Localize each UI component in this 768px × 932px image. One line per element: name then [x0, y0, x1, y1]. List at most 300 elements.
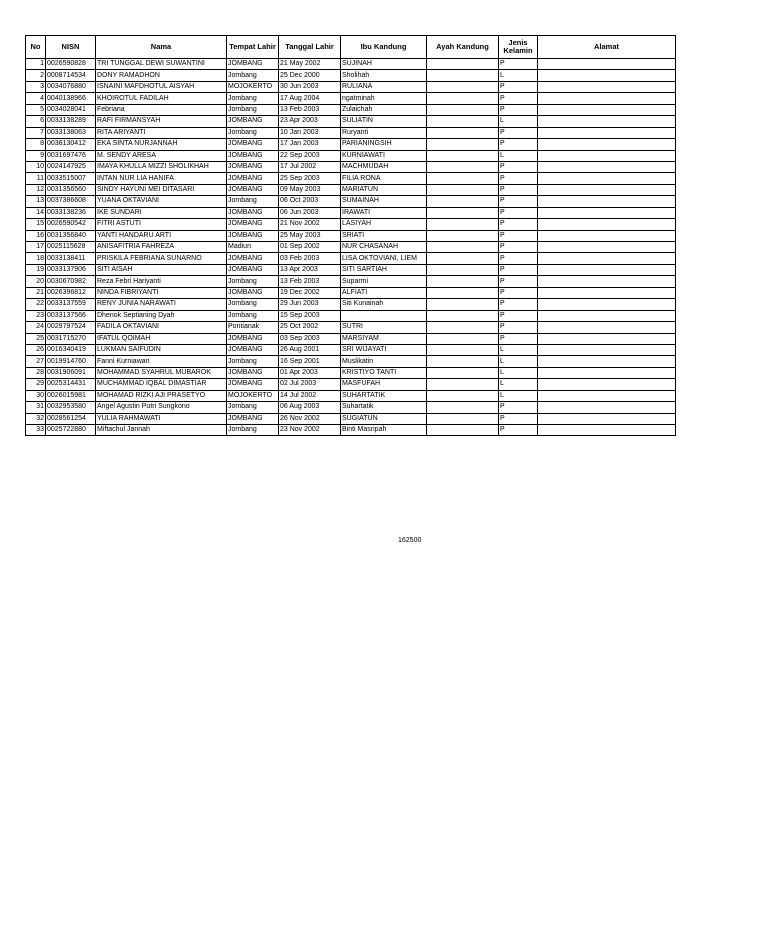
cell-tanggal-lahir[interactable]: 13 Apr 2003 — [279, 264, 341, 275]
cell-ayah-kandung[interactable] — [427, 253, 499, 264]
cell-nisn[interactable]: 0034076880 — [46, 81, 96, 92]
cell-alamat[interactable] — [538, 150, 676, 161]
header-no[interactable]: No — [26, 36, 46, 59]
header-nisn[interactable]: NISN — [46, 36, 96, 59]
cell-jenis-kelamin[interactable]: P — [499, 81, 538, 92]
cell-nama[interactable]: NINDA FIBRIYANTI — [96, 287, 227, 298]
cell-no[interactable]: 2 — [26, 70, 46, 81]
cell-alamat[interactable] — [538, 333, 676, 344]
cell-nisn[interactable]: 0034028041 — [46, 104, 96, 115]
cell-no[interactable]: 26 — [26, 344, 46, 355]
cell-ayah-kandung[interactable] — [427, 356, 499, 367]
cell-jenis-kelamin[interactable]: P — [499, 402, 538, 413]
cell-ayah-kandung[interactable] — [427, 413, 499, 424]
cell-ibu-kandung[interactable]: Suhartatik — [341, 402, 427, 413]
cell-ayah-kandung[interactable] — [427, 264, 499, 275]
cell-alamat[interactable] — [538, 402, 676, 413]
cell-nisn[interactable]: 0028561254 — [46, 413, 96, 424]
header-alamat[interactable]: Alamat — [538, 36, 676, 59]
cell-no[interactable]: 7 — [26, 127, 46, 138]
cell-tempat-lahir[interactable]: Jombang — [227, 425, 279, 436]
cell-ibu-kandung[interactable]: FILIA RONA — [341, 173, 427, 184]
cell-nama[interactable]: Reza Febri Hariyanti — [96, 276, 227, 287]
cell-tanggal-lahir[interactable]: 13 Feb 2003 — [279, 104, 341, 115]
cell-alamat[interactable] — [538, 322, 676, 333]
cell-no[interactable]: 16 — [26, 230, 46, 241]
cell-nama[interactable]: Febriana — [96, 104, 227, 115]
cell-no[interactable]: 23 — [26, 310, 46, 321]
cell-ibu-kandung[interactable]: Binti Masripah — [341, 425, 427, 436]
cell-nama[interactable]: ANISAFITRIA FAHREZA — [96, 242, 227, 253]
cell-tempat-lahir[interactable]: Jombang — [227, 196, 279, 207]
cell-nama[interactable]: YULIA RAHMAWATI — [96, 413, 227, 424]
cell-tanggal-lahir[interactable]: 06 Jun 2003 — [279, 207, 341, 218]
cell-nisn[interactable]: 0033515007 — [46, 173, 96, 184]
cell-tanggal-lahir[interactable]: 22 Sep 2003 — [279, 150, 341, 161]
cell-ayah-kandung[interactable] — [427, 333, 499, 344]
cell-ayah-kandung[interactable] — [427, 207, 499, 218]
cell-ibu-kandung[interactable]: RULIANA — [341, 81, 427, 92]
cell-jenis-kelamin[interactable]: L — [499, 356, 538, 367]
cell-no[interactable]: 4 — [26, 93, 46, 104]
cell-nama[interactable]: FADILA OKTAVIANI — [96, 322, 227, 333]
cell-nisn[interactable]: 0031356840 — [46, 230, 96, 241]
cell-ibu-kandung[interactable]: MACHMUDAH — [341, 161, 427, 172]
cell-ibu-kandung[interactable]: ALFIATI — [341, 287, 427, 298]
cell-jenis-kelamin[interactable]: P — [499, 310, 538, 321]
cell-alamat[interactable] — [538, 219, 676, 230]
cell-ayah-kandung[interactable] — [427, 402, 499, 413]
cell-ibu-kandung[interactable]: Ruryanti — [341, 127, 427, 138]
cell-nisn[interactable]: 0037386608 — [46, 196, 96, 207]
cell-ayah-kandung[interactable] — [427, 139, 499, 150]
cell-alamat[interactable] — [538, 230, 676, 241]
cell-nama[interactable]: MUCHAMMAD IQBAL DIMASTIAR — [96, 379, 227, 390]
cell-nama[interactable]: MOHAMAD RIZKI AJI PRASETYO — [96, 390, 227, 401]
header-nama[interactable]: Nama — [96, 36, 227, 59]
cell-tanggal-lahir[interactable]: 06 Aug 2003 — [279, 402, 341, 413]
cell-ayah-kandung[interactable] — [427, 344, 499, 355]
cell-jenis-kelamin[interactable]: P — [499, 184, 538, 195]
cell-no[interactable]: 27 — [26, 356, 46, 367]
cell-nisn[interactable]: 0031715270 — [46, 333, 96, 344]
cell-no[interactable]: 31 — [26, 402, 46, 413]
cell-no[interactable]: 5 — [26, 104, 46, 115]
cell-tempat-lahir[interactable]: Jombang — [227, 310, 279, 321]
cell-nisn[interactable]: 0033137906 — [46, 264, 96, 275]
cell-tanggal-lahir[interactable]: 17 Jul 2002 — [279, 161, 341, 172]
cell-alamat[interactable] — [538, 93, 676, 104]
header-ayah-kandung[interactable]: Ayah Kandung — [427, 36, 499, 59]
cell-ibu-kandung[interactable]: Siti Kunainah — [341, 299, 427, 310]
cell-ayah-kandung[interactable] — [427, 59, 499, 70]
cell-tempat-lahir[interactable]: Pontianak — [227, 322, 279, 333]
cell-ibu-kandung[interactable]: IRAWATI — [341, 207, 427, 218]
cell-nama[interactable]: KHOIROTUL FADILAH — [96, 93, 227, 104]
cell-jenis-kelamin[interactable]: P — [499, 322, 538, 333]
cell-ayah-kandung[interactable] — [427, 70, 499, 81]
cell-no[interactable]: 22 — [26, 299, 46, 310]
cell-tempat-lahir[interactable]: JOMBANG — [227, 333, 279, 344]
cell-alamat[interactable] — [538, 310, 676, 321]
cell-no[interactable]: 11 — [26, 173, 46, 184]
cell-nama[interactable]: ISNAINI MAFDHOTUL AISYAH — [96, 81, 227, 92]
cell-alamat[interactable] — [538, 299, 676, 310]
cell-nisn[interactable]: 0026590542 — [46, 219, 96, 230]
cell-jenis-kelamin[interactable]: P — [499, 264, 538, 275]
cell-ayah-kandung[interactable] — [427, 161, 499, 172]
cell-tempat-lahir[interactable]: Jombang — [227, 93, 279, 104]
cell-nama[interactable]: DONY RAMADHON — [96, 70, 227, 81]
cell-tempat-lahir[interactable]: JOMBANG — [227, 184, 279, 195]
cell-jenis-kelamin[interactable]: P — [499, 413, 538, 424]
cell-tempat-lahir[interactable]: Madiun — [227, 242, 279, 253]
cell-no[interactable]: 13 — [26, 196, 46, 207]
cell-nisn[interactable]: 0025115628 — [46, 242, 96, 253]
cell-nisn[interactable]: 0033138063 — [46, 127, 96, 138]
cell-tempat-lahir[interactable]: Jombang — [227, 402, 279, 413]
cell-alamat[interactable] — [538, 184, 676, 195]
cell-tempat-lahir[interactable]: JOMBANG — [227, 230, 279, 241]
cell-jenis-kelamin[interactable]: P — [499, 127, 538, 138]
cell-alamat[interactable] — [538, 356, 676, 367]
cell-nisn[interactable]: 0033138411 — [46, 253, 96, 264]
cell-no[interactable]: 15 — [26, 219, 46, 230]
cell-nisn[interactable]: 0029797524 — [46, 322, 96, 333]
header-tempat-lahir[interactable]: Tempat Lahir — [227, 36, 279, 59]
cell-alamat[interactable] — [538, 253, 676, 264]
cell-nama[interactable]: YUANA OKTAVIANI — [96, 196, 227, 207]
cell-tanggal-lahir[interactable]: 06 Oct 2003 — [279, 196, 341, 207]
cell-tanggal-lahir[interactable]: 15 Sep 2003 — [279, 310, 341, 321]
cell-jenis-kelamin[interactable]: L — [499, 344, 538, 355]
cell-tempat-lahir[interactable]: Jombang — [227, 127, 279, 138]
cell-tempat-lahir[interactable]: JOMBANG — [227, 207, 279, 218]
cell-ibu-kandung[interactable]: Suparmi — [341, 276, 427, 287]
cell-alamat[interactable] — [538, 173, 676, 184]
cell-jenis-kelamin[interactable]: P — [499, 276, 538, 287]
cell-jenis-kelamin[interactable]: L — [499, 390, 538, 401]
cell-ibu-kandung[interactable]: MARIATUN — [341, 184, 427, 195]
cell-ayah-kandung[interactable] — [427, 230, 499, 241]
cell-no[interactable]: 30 — [26, 390, 46, 401]
cell-ayah-kandung[interactable] — [427, 299, 499, 310]
cell-tempat-lahir[interactable]: JOMBANG — [227, 173, 279, 184]
cell-no[interactable]: 3 — [26, 81, 46, 92]
cell-alamat[interactable] — [538, 413, 676, 424]
cell-tempat-lahir[interactable]: Jombang — [227, 299, 279, 310]
cell-ayah-kandung[interactable] — [427, 287, 499, 298]
cell-tanggal-lahir[interactable]: 09 May 2003 — [279, 184, 341, 195]
cell-tanggal-lahir[interactable]: 26 Nov 2002 — [279, 413, 341, 424]
cell-tanggal-lahir[interactable]: 03 Feb 2003 — [279, 253, 341, 264]
cell-tempat-lahir[interactable]: MOJOKERTO — [227, 81, 279, 92]
cell-no[interactable]: 21 — [26, 287, 46, 298]
cell-tempat-lahir[interactable]: Jombang — [227, 104, 279, 115]
cell-ibu-kandung[interactable]: NUR CHASANAH — [341, 242, 427, 253]
cell-jenis-kelamin[interactable]: L — [499, 367, 538, 378]
cell-tanggal-lahir[interactable]: 17 Aug 2004 — [279, 93, 341, 104]
cell-nama[interactable]: Angel Agustin Putri Sungkono — [96, 402, 227, 413]
cell-nisn[interactable]: 0016340419 — [46, 344, 96, 355]
cell-jenis-kelamin[interactable]: L — [499, 379, 538, 390]
cell-ayah-kandung[interactable] — [427, 425, 499, 436]
cell-tanggal-lahir[interactable]: 03 Sep 2003 — [279, 333, 341, 344]
cell-tempat-lahir[interactable]: JOMBANG — [227, 253, 279, 264]
cell-nisn[interactable]: 0030670982 — [46, 276, 96, 287]
cell-nisn[interactable]: 0031906091 — [46, 367, 96, 378]
cell-no[interactable]: 1 — [26, 59, 46, 70]
cell-tanggal-lahir[interactable]: 23 Apr 2003 — [279, 116, 341, 127]
cell-nisn[interactable]: 0031356560 — [46, 184, 96, 195]
cell-ibu-kandung[interactable]: Sholihah — [341, 70, 427, 81]
cell-alamat[interactable] — [538, 425, 676, 436]
cell-ayah-kandung[interactable] — [427, 184, 499, 195]
cell-alamat[interactable] — [538, 127, 676, 138]
cell-alamat[interactable] — [538, 390, 676, 401]
cell-ayah-kandung[interactable] — [427, 322, 499, 333]
cell-nama[interactable]: RAFI FIRMANSYAH — [96, 116, 227, 127]
cell-alamat[interactable] — [538, 81, 676, 92]
cell-nama[interactable]: INTAN NUR LIA HANIFA — [96, 173, 227, 184]
cell-no[interactable]: 32 — [26, 413, 46, 424]
cell-alamat[interactable] — [538, 116, 676, 127]
cell-alamat[interactable] — [538, 104, 676, 115]
cell-no[interactable]: 29 — [26, 379, 46, 390]
cell-no[interactable]: 17 — [26, 242, 46, 253]
cell-tanggal-lahir[interactable]: 25 Dec 2000 — [279, 70, 341, 81]
cell-nama[interactable]: RITA ARIYANTI — [96, 127, 227, 138]
cell-tempat-lahir[interactable]: JOMBANG — [227, 344, 279, 355]
cell-alamat[interactable] — [538, 161, 676, 172]
cell-alamat[interactable] — [538, 264, 676, 275]
cell-ayah-kandung[interactable] — [427, 310, 499, 321]
cell-nama[interactable]: YANTI HANDARU ARTI — [96, 230, 227, 241]
cell-jenis-kelamin[interactable]: L — [499, 70, 538, 81]
cell-no[interactable]: 12 — [26, 184, 46, 195]
cell-tanggal-lahir[interactable]: 25 Oct 2002 — [279, 322, 341, 333]
cell-jenis-kelamin[interactable]: P — [499, 230, 538, 241]
cell-tanggal-lahir[interactable]: 14 Jul 2002 — [279, 390, 341, 401]
cell-no[interactable]: 10 — [26, 161, 46, 172]
cell-alamat[interactable] — [538, 207, 676, 218]
cell-tanggal-lahir[interactable]: 25 Sep 2003 — [279, 173, 341, 184]
cell-alamat[interactable] — [538, 287, 676, 298]
cell-nisn[interactable]: 0036130412 — [46, 139, 96, 150]
cell-nisn[interactable]: 0032953580 — [46, 402, 96, 413]
header-ibu-kandung[interactable]: Ibu Kandung — [341, 36, 427, 59]
cell-tanggal-lahir[interactable]: 26 Aug 2001 — [279, 344, 341, 355]
cell-nama[interactable]: SINDY HAYUNI MEI DITASARI — [96, 184, 227, 195]
cell-nama[interactable]: SITI AISAH — [96, 264, 227, 275]
cell-jenis-kelamin[interactable]: P — [499, 139, 538, 150]
cell-nama[interactable]: FITRI ASTUTI — [96, 219, 227, 230]
cell-tanggal-lahir[interactable]: 17 Jan 2003 — [279, 139, 341, 150]
cell-nama[interactable]: IMAYA KHULLA MIZZI SHOLIKHAH — [96, 161, 227, 172]
cell-ibu-kandung[interactable]: Zulaichah — [341, 104, 427, 115]
cell-ibu-kandung[interactable]: KURNIAWATI — [341, 150, 427, 161]
cell-nisn[interactable]: 0033137566 — [46, 310, 96, 321]
cell-tanggal-lahir[interactable]: 25 May 2003 — [279, 230, 341, 241]
cell-nisn[interactable]: 0033138236 — [46, 207, 96, 218]
cell-tempat-lahir[interactable]: JOMBANG — [227, 161, 279, 172]
cell-ayah-kandung[interactable] — [427, 379, 499, 390]
cell-jenis-kelamin[interactable]: P — [499, 161, 538, 172]
cell-tempat-lahir[interactable]: JOMBANG — [227, 413, 279, 424]
cell-ibu-kandung[interactable]: SUMAINAH — [341, 196, 427, 207]
cell-nisn[interactable]: 0019914760 — [46, 356, 96, 367]
cell-ibu-kandung[interactable]: SUGIATUN — [341, 413, 427, 424]
cell-nisn[interactable]: 0033137559 — [46, 299, 96, 310]
cell-nama[interactable]: IFATUL QOIMAH — [96, 333, 227, 344]
cell-tanggal-lahir[interactable]: 23 Nov 2002 — [279, 425, 341, 436]
cell-tanggal-lahir[interactable]: 10 Jan 2003 — [279, 127, 341, 138]
cell-no[interactable]: 24 — [26, 322, 46, 333]
cell-ibu-kandung[interactable]: SUHARTATIK — [341, 390, 427, 401]
cell-no[interactable]: 25 — [26, 333, 46, 344]
cell-jenis-kelamin[interactable]: P — [499, 287, 538, 298]
cell-tanggal-lahir[interactable]: 19 Dec 2002 — [279, 287, 341, 298]
cell-no[interactable]: 6 — [26, 116, 46, 127]
cell-alamat[interactable] — [538, 344, 676, 355]
cell-ibu-kandung[interactable]: LISA OKTOVIANI, LIEM — [341, 253, 427, 264]
cell-alamat[interactable] — [538, 139, 676, 150]
cell-no[interactable]: 19 — [26, 264, 46, 275]
cell-tempat-lahir[interactable]: JOMBANG — [227, 379, 279, 390]
cell-nisn[interactable]: 0008714534 — [46, 70, 96, 81]
cell-nisn[interactable]: 0026590828 — [46, 59, 96, 70]
cell-nisn[interactable]: 0033138289 — [46, 116, 96, 127]
cell-tempat-lahir[interactable]: JOMBANG — [227, 139, 279, 150]
cell-jenis-kelamin[interactable]: P — [499, 242, 538, 253]
cell-tanggal-lahir[interactable]: 29 Jun 2003 — [279, 299, 341, 310]
cell-ayah-kandung[interactable] — [427, 104, 499, 115]
cell-nisn[interactable]: 0026015981 — [46, 390, 96, 401]
cell-ibu-kandung[interactable]: SULIATIN — [341, 116, 427, 127]
cell-ibu-kandung[interactable]: SUTRI — [341, 322, 427, 333]
cell-nisn[interactable]: 0026396812 — [46, 287, 96, 298]
cell-ibu-kandung[interactable]: SITI SARTIAH — [341, 264, 427, 275]
cell-tanggal-lahir[interactable]: 21 May 2002 — [279, 59, 341, 70]
cell-jenis-kelamin[interactable]: P — [499, 333, 538, 344]
cell-nama[interactable]: Fanni Kurniawan — [96, 356, 227, 367]
cell-no[interactable]: 9 — [26, 150, 46, 161]
cell-jenis-kelamin[interactable]: P — [499, 299, 538, 310]
cell-jenis-kelamin[interactable]: P — [499, 104, 538, 115]
cell-tempat-lahir[interactable]: JOMBANG — [227, 59, 279, 70]
cell-ayah-kandung[interactable] — [427, 150, 499, 161]
cell-ayah-kandung[interactable] — [427, 127, 499, 138]
cell-nama[interactable]: MOHAMMAD SYAHRUL MUBAROK — [96, 367, 227, 378]
cell-tempat-lahir[interactable]: Jombang — [227, 276, 279, 287]
cell-tanggal-lahir[interactable]: 16 Sep 2001 — [279, 356, 341, 367]
cell-ibu-kandung[interactable]: ngatminah — [341, 93, 427, 104]
cell-tanggal-lahir[interactable]: 13 Feb 2003 — [279, 276, 341, 287]
cell-ibu-kandung[interactable]: Muslikatin — [341, 356, 427, 367]
cell-no[interactable]: 8 — [26, 139, 46, 150]
cell-nama[interactable]: RENY JUNIA NARAWATI — [96, 299, 227, 310]
cell-no[interactable]: 33 — [26, 425, 46, 436]
cell-nama[interactable]: M. SENDY ARESA — [96, 150, 227, 161]
cell-tempat-lahir[interactable]: JOMBANG — [227, 219, 279, 230]
cell-nisn[interactable]: 0031697476 — [46, 150, 96, 161]
cell-jenis-kelamin[interactable]: P — [499, 59, 538, 70]
cell-tanggal-lahir[interactable]: 01 Apr 2003 — [279, 367, 341, 378]
cell-jenis-kelamin[interactable]: P — [499, 207, 538, 218]
cell-alamat[interactable] — [538, 367, 676, 378]
cell-nama[interactable]: TRI TUNGGAL DEWI SUWANTINI — [96, 59, 227, 70]
cell-nisn[interactable]: 0040138966 — [46, 93, 96, 104]
cell-tempat-lahir[interactable]: JOMBANG — [227, 287, 279, 298]
cell-no[interactable]: 18 — [26, 253, 46, 264]
cell-nama[interactable]: LUKMAN SAIFUDIN — [96, 344, 227, 355]
cell-ibu-kandung[interactable]: MASFUFAH — [341, 379, 427, 390]
cell-no[interactable]: 14 — [26, 207, 46, 218]
cell-jenis-kelamin[interactable]: P — [499, 425, 538, 436]
cell-no[interactable]: 28 — [26, 367, 46, 378]
cell-tempat-lahir[interactable]: MOJOKERTO — [227, 390, 279, 401]
cell-nisn[interactable]: 0024147925 — [46, 161, 96, 172]
cell-jenis-kelamin[interactable]: P — [499, 253, 538, 264]
cell-ayah-kandung[interactable] — [427, 242, 499, 253]
cell-ayah-kandung[interactable] — [427, 219, 499, 230]
cell-alamat[interactable] — [538, 59, 676, 70]
cell-ibu-kandung[interactable]: KRISTIYO TANTI — [341, 367, 427, 378]
cell-tanggal-lahir[interactable]: 02 Jul 2003 — [279, 379, 341, 390]
cell-tempat-lahir[interactable]: JOMBANG — [227, 367, 279, 378]
cell-ayah-kandung[interactable] — [427, 390, 499, 401]
cell-jenis-kelamin[interactable]: P — [499, 196, 538, 207]
cell-ibu-kandung[interactable] — [341, 310, 427, 321]
cell-nama[interactable]: IKE SUNDARI — [96, 207, 227, 218]
cell-ayah-kandung[interactable] — [427, 276, 499, 287]
cell-nama[interactable]: PRISKILA FEBRIANA SUNARNO — [96, 253, 227, 264]
cell-alamat[interactable] — [538, 276, 676, 287]
cell-tanggal-lahir[interactable]: 21 Nov 2002 — [279, 219, 341, 230]
header-tanggal-lahir[interactable]: Tanggal Lahir — [279, 36, 341, 59]
cell-nama[interactable]: EKA SINTA NURJANNAH — [96, 139, 227, 150]
cell-jenis-kelamin[interactable]: L — [499, 116, 538, 127]
cell-nama[interactable]: Dhenok Septianing Dyah — [96, 310, 227, 321]
cell-ayah-kandung[interactable] — [427, 81, 499, 92]
cell-nisn[interactable]: 0025314431 — [46, 379, 96, 390]
cell-tempat-lahir[interactable]: Jombang — [227, 356, 279, 367]
cell-ibu-kandung[interactable]: SRI WIJAYATI — [341, 344, 427, 355]
cell-ayah-kandung[interactable] — [427, 196, 499, 207]
cell-tempat-lahir[interactable]: JOMBANG — [227, 264, 279, 275]
cell-ayah-kandung[interactable] — [427, 93, 499, 104]
cell-no[interactable]: 20 — [26, 276, 46, 287]
cell-alamat[interactable] — [538, 242, 676, 253]
cell-nama[interactable]: Miftachul Jannah — [96, 425, 227, 436]
cell-jenis-kelamin[interactable]: P — [499, 219, 538, 230]
cell-ibu-kandung[interactable]: MARSIYAM — [341, 333, 427, 344]
cell-tanggal-lahir[interactable]: 30 Jun 2003 — [279, 81, 341, 92]
cell-alamat[interactable] — [538, 379, 676, 390]
cell-jenis-kelamin[interactable]: L — [499, 150, 538, 161]
cell-tempat-lahir[interactable]: Jombang — [227, 70, 279, 81]
cell-alamat[interactable] — [538, 196, 676, 207]
cell-ibu-kandung[interactable]: LASIYAH — [341, 219, 427, 230]
cell-ayah-kandung[interactable] — [427, 367, 499, 378]
header-jenis-kelamin[interactable]: Jenis Kelamin — [499, 36, 538, 59]
cell-tempat-lahir[interactable]: JOMBANG — [227, 150, 279, 161]
cell-ayah-kandung[interactable] — [427, 116, 499, 127]
cell-ibu-kandung[interactable]: PARIANINGSIH — [341, 139, 427, 150]
cell-jenis-kelamin[interactable]: P — [499, 93, 538, 104]
cell-nisn[interactable]: 0025722880 — [46, 425, 96, 436]
cell-tanggal-lahir[interactable]: 01 Sep 2002 — [279, 242, 341, 253]
